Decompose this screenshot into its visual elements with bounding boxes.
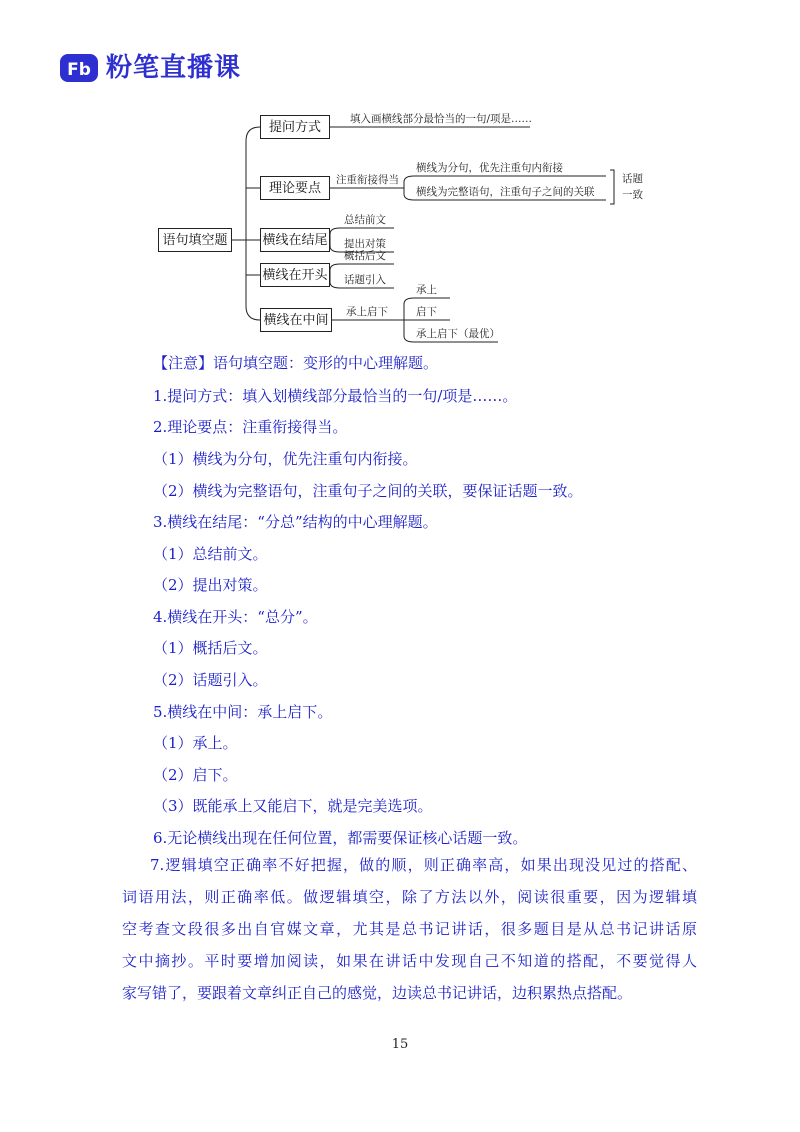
note-subitem: （2）话题引入。: [153, 671, 268, 689]
branch-start-box: 横线在开头: [260, 263, 330, 287]
branch-theory-box: 理论要点: [260, 176, 330, 200]
note-item: 2.理论要点：注重衔接得当。: [153, 418, 348, 436]
middle-item: 启下: [416, 306, 437, 318]
note-item: 5.横线在中间：承上启下。: [153, 703, 333, 721]
start-item: 话题引入: [344, 274, 386, 286]
note-subitem: （3）既能承上又能启下，就是完美选项。: [153, 797, 433, 815]
end-item: 总结前文: [344, 214, 386, 226]
end-item: 提出对策: [344, 238, 386, 250]
theory-item: 横线为完整语句，注重句子之间的关联: [416, 186, 595, 198]
note-item: 4.横线在开头：“总分”。: [153, 608, 318, 626]
paragraph-line: 词语用法，则正确率低。做逻辑填空，除了方法以外，阅读很重要，因为逻辑填: [122, 888, 697, 906]
note-subitem: （2）提出对策。: [153, 576, 268, 594]
note-item: 6.无论横线出现在任何位置，都需要保证核心话题一致。: [153, 829, 528, 847]
note-subitem: （1）概括后文。: [153, 639, 268, 657]
note-item: 3.横线在结尾：“分总”结构的中心理解题。: [153, 513, 438, 531]
branch-question-box: 提问方式: [260, 115, 330, 139]
branch-middle-desc: 承上启下: [346, 306, 388, 318]
note-title: 【注意】语句填空题：变形的中心理解题。: [153, 354, 439, 372]
note-subitem: （2）横线为完整语句，注重句子之间的关联，要保证话题一致。: [153, 482, 583, 500]
branch-middle-box: 横线在中间: [260, 308, 332, 332]
branch-end-box: 横线在结尾: [260, 228, 330, 252]
branch-theory-desc: 注重衔接得当: [336, 174, 399, 186]
brand-name: 粉笔直播课: [106, 53, 242, 83]
theory-side-label: 话题: [622, 173, 643, 185]
brand-logo: [60, 50, 241, 86]
fb-logo-icon: [60, 52, 100, 84]
paragraph-line: 文中摘抄。平时要增加阅读，如果在讲话中发现自己不知道的搭配，不要觉得人: [122, 952, 697, 970]
note-subitem: （1）承上。: [153, 734, 238, 752]
note-item: 1.提问方式：填入划横线部分最恰当的一句/项是……。: [153, 387, 518, 405]
branch-question-desc: 填入画横线部分最恰当的一句/项是……: [350, 113, 533, 125]
theory-item: 横线为分句，优先注重句内衔接: [416, 162, 563, 174]
paragraph-line: 空考查文段很多出自官媒文章，尤其是总书记讲话，很多题目是从总书记讲话原: [122, 920, 697, 938]
logo-mark-text: Fb: [67, 60, 91, 80]
page-number: 15: [391, 1037, 409, 1052]
note-paragraph-7: [122, 849, 697, 1009]
middle-item: 承上启下（最优）: [416, 328, 500, 340]
diagram-root-box: 语句填空题: [158, 228, 232, 252]
note-subitem: （2）启下。: [153, 766, 238, 784]
concept-diagram: [150, 108, 650, 348]
note-subitem: （1）总结前文。: [153, 545, 268, 563]
paragraph-line: 家写错了，要跟着文章纠正自己的感觉，边读总书记讲话，边积累热点搭配。: [122, 984, 633, 1002]
start-item: 概括后文: [344, 250, 386, 262]
paragraph-line: 7.逻辑填空正确率不好把握，做的顺，则正确率高，如果出现没见过的搭配、: [150, 856, 697, 874]
note-subitem: （1）横线为分句，优先注重句内衔接。: [153, 450, 418, 468]
middle-item: 承上: [416, 284, 437, 296]
theory-side-label: 一致: [622, 189, 643, 201]
